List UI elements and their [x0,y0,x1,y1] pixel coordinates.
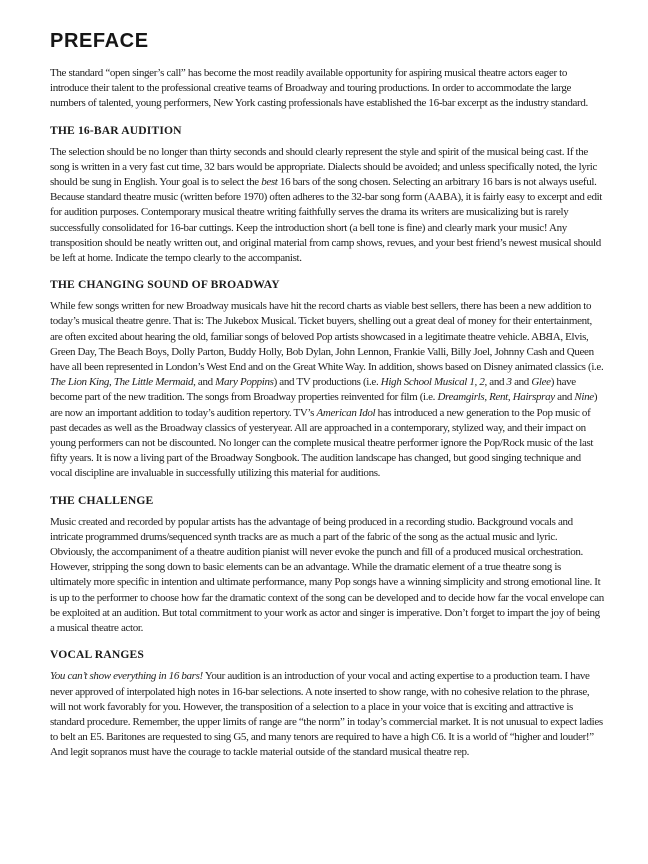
text-run: and [554,391,575,404]
italic-run: You can’t show everything in 16 bars! [50,670,203,683]
section-16-bar-audition [50,124,604,267]
text-run: A, Elvis, Green Day, The Beach Boys, Dolly Parton, Buddy Holly, Bob Dylan, John Lennon, Frankie Valli, Billy Joel, Johnny Cash and Queen have all been represented in London’s West End and on the Great White Way. In addition, shows based on Disney animated classics (i.e. [50,330,604,374]
text-run: ) are now an important addition to today’s audition repertory. TV’s [50,391,598,419]
text-run: , [109,376,114,389]
italic-run: American Idol [316,406,376,419]
text-run: ) and TV productions (i.e. [273,376,381,389]
text-run: Your audition is an introduction of your vocal and acting expertise to a production team. I have never approved of interpolated high notes in 16-bar selections. A note inserted to show range, with no cohesive relation to the phrase, will not work favorably for you. However, the transposition of a selection to a place in your voice that is exciting and attractive is standard procedure. Remember, the upper limits of range are “the norm” in today’s commercial market. It is not unusual to expect ladies to belt an E5. Baritones are requested to sing G5, and many tenors are required to have a high C6. It is a world of “higher and louder!” And legit sopranos must have the courage to tackle material outside of the standard musical theatre rep. [50,670,603,759]
paragraph-changing-sound [50,299,604,481]
text-run: , [507,391,513,404]
text-run: Music created and recorded by popular artists has the advantage of being produced in a recording studio. Background vocals and intricate programmed drums/sequenced synth tracks are as much a part of the fabric of the song as the actual music and lyric. Obviously, the accompaniment of a theatre audition pianist will never evoke the punch and fill of a produced musical orchestration. However, stripping the song down to basic elements can be an advantage. While the dramatic element of a true theatre song is ultimately more specific in intention and ultimate performance, many Pop songs have a winning simplicity and strong emotional line. It is up to the performer to choose how far the dramatic context of the song can be developed and to decide how far the vocal envelope can be exploited at an audition. But total commitment to your work as actor and singer is imperative. Don’t forget to impart the joy of being a musical theatre actor. [50,515,604,635]
text-run: , and [484,376,507,389]
italic-run: Mary Poppins [215,376,274,389]
intro-paragraph [50,66,604,112]
text-run: ) have become part of the new tradition. The songs from Broadway properties reinvented for film (i.e. [50,376,576,404]
text-run: The standard “open singer’s call” has become the most readily available opportunity for aspiring musical theatre actors eager to introduce their talent to the professional creative teams of Broadway and touring productions. In order to accommodate the large numbers of talented, young performers, New York casting professionals have established the 16-bar excerpt as the industry standard. [50,67,588,110]
italic-run: Nine [574,391,594,404]
italic-run: High School Musical 1, 2 [380,376,485,389]
italic-run: Dreamgirls [437,391,485,404]
italic-run: best [261,176,278,189]
italic-run: 3 [506,376,512,389]
text-run: While few songs written for new Broadway musicals have hit the record charts as viable best sellers, there has been a new addition to today’s musical theatre genre. That is: The Jukebox Musical. Ticket buyers, shelling out a great deal of money for their entertainment, are often excited about hearing the old, familiar songs of beloved Pop artists showcased in a legitimate theatre vehicle. AB [50,300,592,343]
paragraph-16-bar-audition [50,145,604,267]
page-title: PREFACE [50,30,149,52]
italic-run: The Lion King [50,376,110,389]
text-run: has introduced a new generation to the Pop music of past decades as well as the Broadway classics of yesteryear. All are approached in a contemporary, stylized way, and their impact on young performers can not be discounted. No longer can the complete musical theatre performer ignore the Pop/Rock music of the last fifty years. It is now a living part of the Broadway Songbook. The audition landscape has changed, but good singing technique and vocal discipline are invaluable in successfully utilizing this material for auditions. [50,406,594,480]
section-the-challenge [50,494,604,637]
mirrored-b-glyph: B [545,330,553,343]
section-heading-the-challenge: THE CHALLENGE [50,493,154,507]
italic-run: Glee [531,376,551,389]
text-run: , and [193,376,216,389]
section-heading-changing-sound: THE CHANGING SOUND OF BROADWAY [50,278,280,292]
text-run: and [511,376,532,389]
text-run: The selection should be no longer than thirty seconds and should clearly represent the style and spirit of the musical being cast. If the song is written in a very fast cut time, 32 bars would be appropriate. Dialects should be avoided; and unless specifically noted, the lyric should be sung in English. Your goal is to select the [50,145,598,189]
text-run: 16 bars of the song chosen. Selecting an arbitrary 16 bars is not always useful. Because standard theatre music (written before 1970) often adheres to the 32-bar song form (AABA), it is fairly easy to excerpt and edit for audition purposes. Contemporary musical theatre writing faithfully serves the drama its writers are musicalizing but is rarely successfully consolidated for 16-bar cuttings. Keep the introduction short (a bell tone is fine) and clearly mark your music! Any transposition should be neatly written out, and original material from camp shows, revues, and your best friend’s newest musical should be left at home. Indicate the tempo clearly to the accompanist. [50,176,603,265]
section-heading-16-bar-audition: THE 16-BAR AUDITION [50,123,182,137]
italic-run: The Little Mermaid [113,376,194,389]
italic-run: Hairspray [512,391,555,404]
section-heading-vocal-ranges: VOCAL RANGES [50,648,145,662]
italic-run: Rent [489,391,508,404]
section-changing-sound-of-broadway [50,278,604,481]
paragraph-vocal-ranges [50,669,604,760]
text-run: , [484,391,490,404]
section-vocal-ranges [50,648,604,760]
paragraph-the-challenge [50,515,604,637]
section-intro [50,66,604,112]
